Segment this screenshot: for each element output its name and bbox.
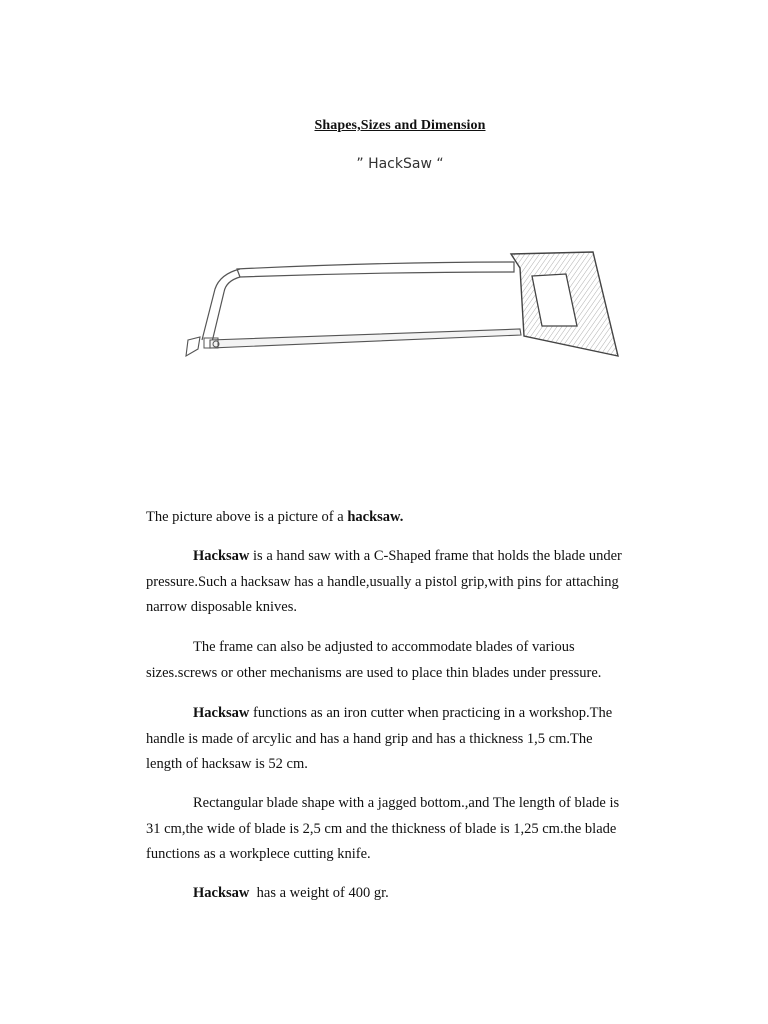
paragraph-definition-line2: pressure.Such a hacksaw has a handle,usually a pistol grip,with pins for attaching: [146, 573, 619, 590]
paragraph-definition-line1: is a hand saw with a C-Shaped frame that holds the blade under: [249, 548, 622, 564]
paragraph-frame-line2: sizes.screws or other mechanisms are used to place thin blades under pressure.: [146, 664, 602, 681]
paragraph-definition-line3: narrow disposable knives.: [146, 599, 298, 615]
paragraph-function-line2: handle is made of arcylic and has a hand grip and has a thickness 1,5 cm.The: [146, 730, 593, 747]
paragraph-function-line1: functions as an iron cutter when practicing in a workshop.The: [249, 705, 613, 721]
page-title: Shapes,Sizes and Dimension: [314, 118, 486, 133]
intro-text-bold: hacksaw.: [347, 509, 404, 525]
paragraph-weight-text: has a weight of 400 gr.: [249, 885, 389, 901]
paragraph-frame-line1: The frame can also be adjusted to accommodate blades of various: [193, 639, 575, 655]
hacksaw-sketch-icon: [180, 244, 625, 372]
term-hacksaw: Hacksaw: [193, 705, 250, 721]
paragraph-definition: [146, 544, 666, 621]
paragraph-blade: [146, 791, 666, 868]
paragraph-blade-line3: functions as a workplece cutting knife.: [146, 846, 371, 862]
term-hacksaw: Hacksaw: [193, 548, 250, 564]
paragraph-blade-line1: Rectangular blade shape with a jagged bottom.,and The length of blade is: [193, 795, 620, 811]
paragraph-blade-line2: 31 cm,the wide of blade is 2,5 cm and the thickness of blade is 1,25 cm.the blade: [146, 820, 617, 837]
paragraph-function: [146, 701, 666, 778]
paragraph-function-line3: length of hacksaw is 52 cm.: [146, 756, 308, 772]
paragraph-frame: [146, 635, 666, 686]
intro-text: [146, 509, 403, 526]
paragraph-weight: [146, 881, 666, 907]
term-hacksaw: Hacksaw: [193, 885, 250, 901]
page-subtitle: ” HackSaw “: [356, 156, 444, 172]
intro-text-regular: The picture above is a picture of a: [146, 509, 348, 525]
